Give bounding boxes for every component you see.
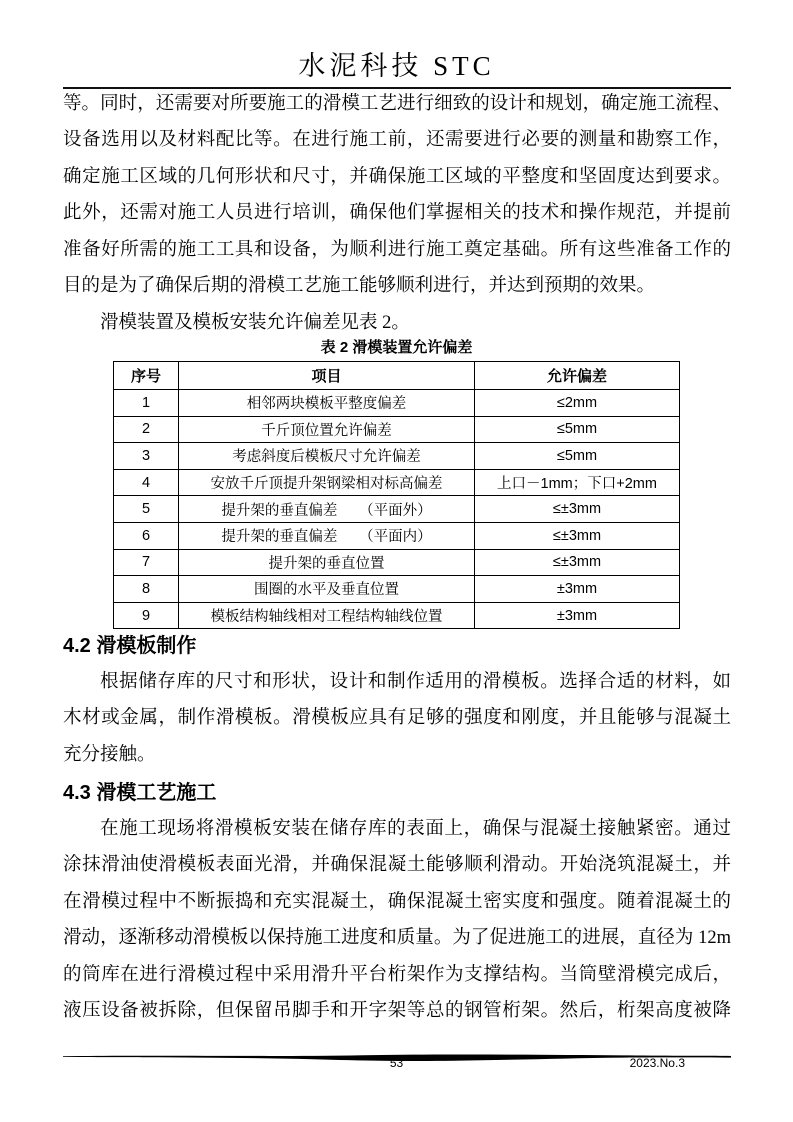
paragraph-formwork-fabrication [63,664,731,773]
cell-deviation: ≤±3mm [475,549,680,576]
cell-index: 6 [114,522,179,549]
table-row [114,469,680,496]
cell-deviation: ≤2mm [475,390,680,417]
cell-item: 围圈的水平及垂直位置 [179,576,475,603]
cell-item: 相邻两块模板平整度偏差 [179,390,475,417]
text-line: 木材或金属，制作滑模板。滑模板应具有足够的强度和刚度，并且能够与混凝土 [63,708,731,729]
cell-index: 1 [114,390,179,417]
section-heading-4-2: 4.2 滑模板制作 [63,635,197,657]
text-line: 充分接触。 [63,744,156,765]
text-line: 设备选用以及材料配比等。在进行施工前，还需要进行必要的测量和勘察工作， [63,130,731,151]
cell-item: 模板结构轴线相对工程结构轴线位置 [179,602,475,629]
cell-item: 考虑斜度后模板尺寸允许偏差 [179,443,475,470]
cell-deviation: ≤±3mm [475,522,680,549]
cell-index: 9 [114,602,179,629]
footer-page-number: 53 [389,1056,404,1070]
cell-item: 提升架的垂直偏差 （平面外） [179,496,475,523]
cell-deviation: ≤5mm [475,443,680,470]
cell-index: 3 [114,443,179,470]
cell-deviation: ≤±3mm [475,496,680,523]
table-row [114,576,680,603]
text-line: 滑动，逐渐移动滑模板以保持施工进度和质量。为了促进施工的进展，直径为 12m [63,928,731,949]
cell-deviation: ±3mm [475,602,680,629]
table-row [114,522,680,549]
col-header-deviation: 允许偏差 [475,362,680,390]
table-row [114,602,680,629]
table-row [114,443,680,470]
cell-item: 提升架的垂直位置 [179,549,475,576]
cell-index: 4 [114,469,179,496]
cell-deviation: ≤5mm [475,416,680,443]
text-line: 在滑模过程中不断振捣和充实混凝土，确保混凝土密实度和强度。随着混凝土的 [63,891,731,912]
cell-item: 千斤顶位置允许偏差 [179,416,475,443]
cell-deviation: ±3mm [475,576,680,603]
table-row [114,416,680,443]
paragraph-preparation [63,86,731,341]
deviation-table [113,361,679,629]
cell-index: 7 [114,549,179,576]
cell-index: 8 [114,576,179,603]
cell-item: 安放千斤顶提升架钢梁相对标高偏差 [179,469,475,496]
table-reference-line: 滑模装置及模板安装允许偏差见表 2。 [100,312,410,333]
table-row [114,496,680,523]
col-header-item: 项目 [179,362,475,390]
cell-item: 提升架的垂直偏差 （平面内） [179,522,475,549]
text-line: 的筒库在进行滑模过程中采用滑升平台桁架作为支撑结构。当筒壁滑模完成后， [63,964,731,985]
text-line: 根据储存库的尺寸和形状，设计和制作适用的滑模板。选择合适的材料，如 [100,672,731,692]
col-header-index: 序号 [114,362,179,390]
table-row [114,390,680,417]
text-line: 涂抹滑油使滑模板表面光滑，并确保混凝土能够顺利滑动。开始浇筑混凝土，并 [63,855,731,876]
journal-title: 水泥科技 STC [298,51,495,81]
cell-deviation: 上口－1mm；下口+2mm [475,469,680,496]
text-line: 确定施工区域的几何形状和尺寸，并确保施工区域的平整度和坚固度达到要求。 [63,166,731,187]
text-line: 此外，还需对施工人员进行培训，确保他们掌握相关的技术和操作规范，并提前 [63,203,731,224]
text-line: 准备好所需的施工工具和设备，为顺利进行施工奠定基础。所有这些准备工作的 [63,239,731,260]
text-line: 液压设备被拆除，但保留吊脚手和开字架等总的钢管桁架。然后，桁架高度被降 [63,1001,731,1022]
section-heading-4-3: 4.3 滑模工艺施工 [63,782,217,804]
cell-index: 2 [114,416,179,443]
text-line: 在施工现场将滑模板安装在储存库的表面上，确保与混凝土接触紧密。通过 [100,819,731,839]
text-line: 目的是为了确保后期的滑模工艺施工能够顺利进行，并达到预期的效果。 [63,276,656,297]
text-line: 等。同时，还需要对所要施工的滑模工艺进行细致的设计和规划，确定施工流程、 [63,94,731,114]
paragraph-slipform-construction [63,811,731,1030]
table-caption: 表 2 滑模装置允许偏差 [320,339,473,356]
table-header-row [114,362,680,390]
footer-issue-number: 2023.No.3 [629,1056,685,1070]
table-row [114,549,680,576]
cell-index: 5 [114,496,179,523]
